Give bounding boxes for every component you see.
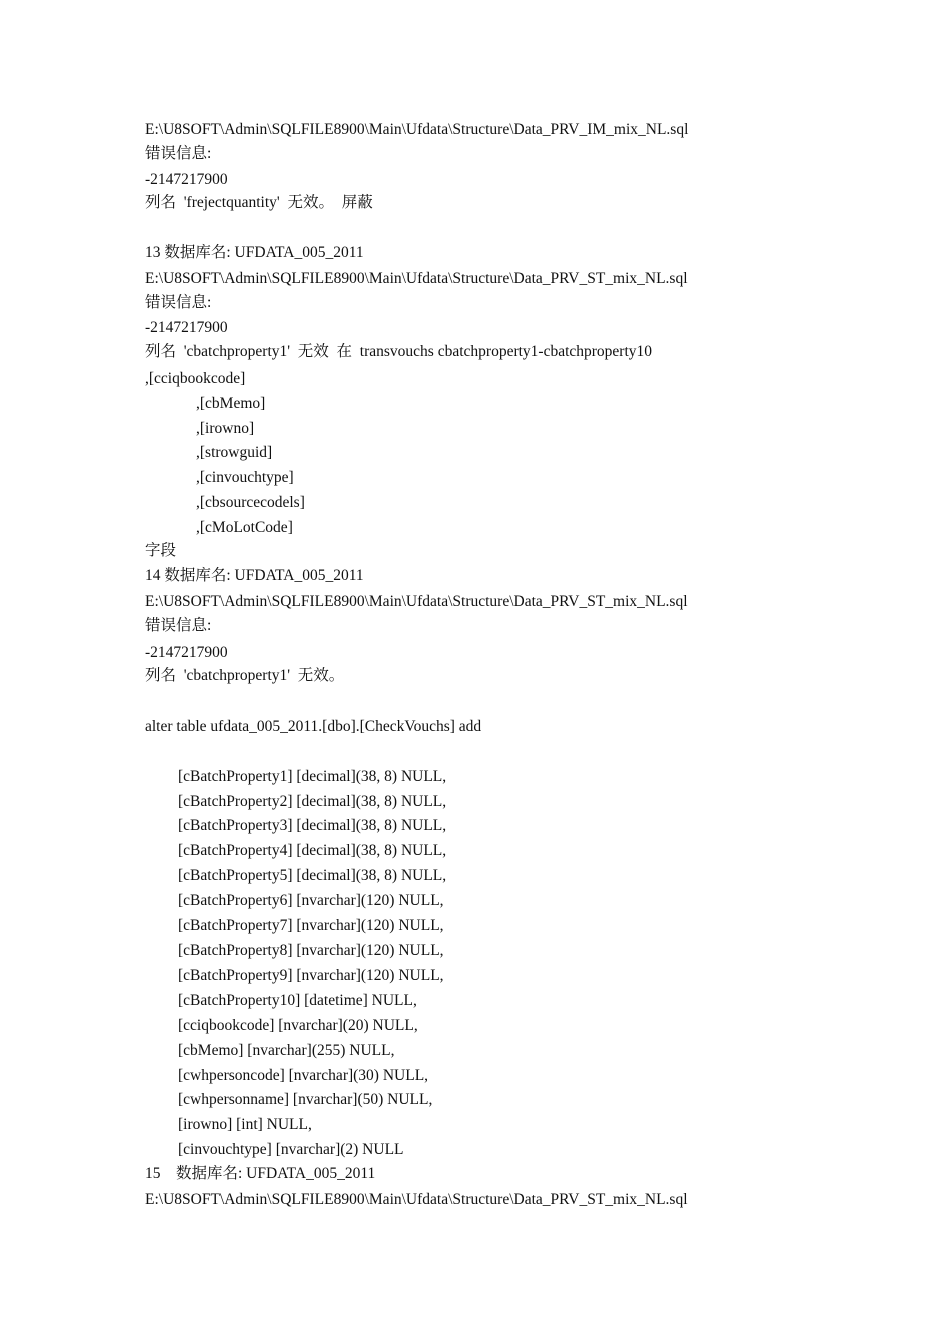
file-path-line: E:\U8SOFT\Admin\SQLFILE8900\Main\Ufdata\Structure\Data_PRV_ST_mix_NL.sql: [145, 1191, 688, 1208]
sql-column-def: [cBatchProperty8] [nvarchar](120) NULL,: [178, 942, 444, 959]
field-list-item: ,[irowno]: [196, 420, 255, 437]
sql-column-def: [cciqbookcode] [nvarchar](20) NULL,: [178, 1017, 418, 1034]
error-info-label: 错误信息:: [145, 145, 212, 162]
file-path-line: E:\U8SOFT\Admin\SQLFILE8900\Main\Ufdata\Structure\Data_PRV_ST_mix_NL.sql: [145, 270, 688, 287]
error-info-label: 错误信息:: [145, 617, 212, 634]
sql-column-def: [cwhpersoncode] [nvarchar](30) NULL,: [178, 1067, 429, 1084]
error-code: -2147217900: [145, 171, 228, 188]
sql-column-def: [cBatchProperty2] [decimal](38, 8) NULL,: [178, 793, 447, 810]
sql-column-def: [cBatchProperty10] [datetime] NULL,: [178, 992, 417, 1009]
sql-column-def: [cBatchProperty4] [decimal](38, 8) NULL,: [178, 842, 447, 859]
file-path-line: E:\U8SOFT\Admin\SQLFILE8900\Main\Ufdata\Structure\Data_PRV_ST_mix_NL.sql: [145, 593, 688, 610]
error-message: 列名 'cbatchproperty1' 无效。: [145, 667, 345, 684]
sql-column-def: [cBatchProperty1] [decimal](38, 8) NULL,: [178, 768, 447, 785]
error-message: 列名 'frejectquantity' 无效。 屏蔽: [145, 194, 373, 211]
field-list-item: ,[cbMemo]: [196, 395, 266, 412]
field-list-item: ,[cMoLotCode]: [196, 519, 293, 536]
error-info-label: 错误信息:: [145, 294, 212, 311]
database-name-line: 15 数据库名: UFDATA_005_2011: [145, 1165, 376, 1182]
file-path-line: E:\U8SOFT\Admin\SQLFILE8900\Main\Ufdata\Structure\Data_PRV_IM_mix_NL.sql: [145, 121, 689, 138]
field-label: 字段: [145, 542, 177, 559]
error-message: 列名 'cbatchproperty1' 无效 在 transvouchs cbatchproperty1-cbatchproperty10: [145, 343, 653, 360]
sql-column-def: [cBatchProperty3] [decimal](38, 8) NULL,: [178, 817, 447, 834]
sql-statement: alter table ufdata_005_2011.[dbo].[CheckVouchs] add: [145, 718, 482, 735]
database-name-line: 14 数据库名: UFDATA_005_2011: [145, 567, 364, 584]
sql-column-def: [cBatchProperty7] [nvarchar](120) NULL,: [178, 917, 444, 934]
field-list-item: ,[cbsourcecodels]: [196, 494, 305, 511]
sql-column-def: [cinvouchtype] [nvarchar](2) NULL: [178, 1141, 404, 1158]
error-code: -2147217900: [145, 319, 228, 336]
sql-column-def: [cBatchProperty6] [nvarchar](120) NULL,: [178, 892, 444, 909]
database-name-line: 13 数据库名: UFDATA_005_2011: [145, 244, 364, 261]
field-list-item: ,[cinvouchtype]: [196, 469, 294, 486]
field-list-item: ,[cciqbookcode]: [145, 370, 246, 387]
field-list-item: ,[strowguid]: [196, 444, 273, 461]
sql-column-def: [irowno] [int] NULL,: [178, 1116, 312, 1133]
sql-column-def: [cwhpersonname] [nvarchar](50) NULL,: [178, 1091, 433, 1108]
sql-column-def: [cBatchProperty5] [decimal](38, 8) NULL,: [178, 867, 447, 884]
sql-column-def: [cbMemo] [nvarchar](255) NULL,: [178, 1042, 395, 1059]
error-code: -2147217900: [145, 644, 228, 661]
sql-column-def: [cBatchProperty9] [nvarchar](120) NULL,: [178, 967, 444, 984]
